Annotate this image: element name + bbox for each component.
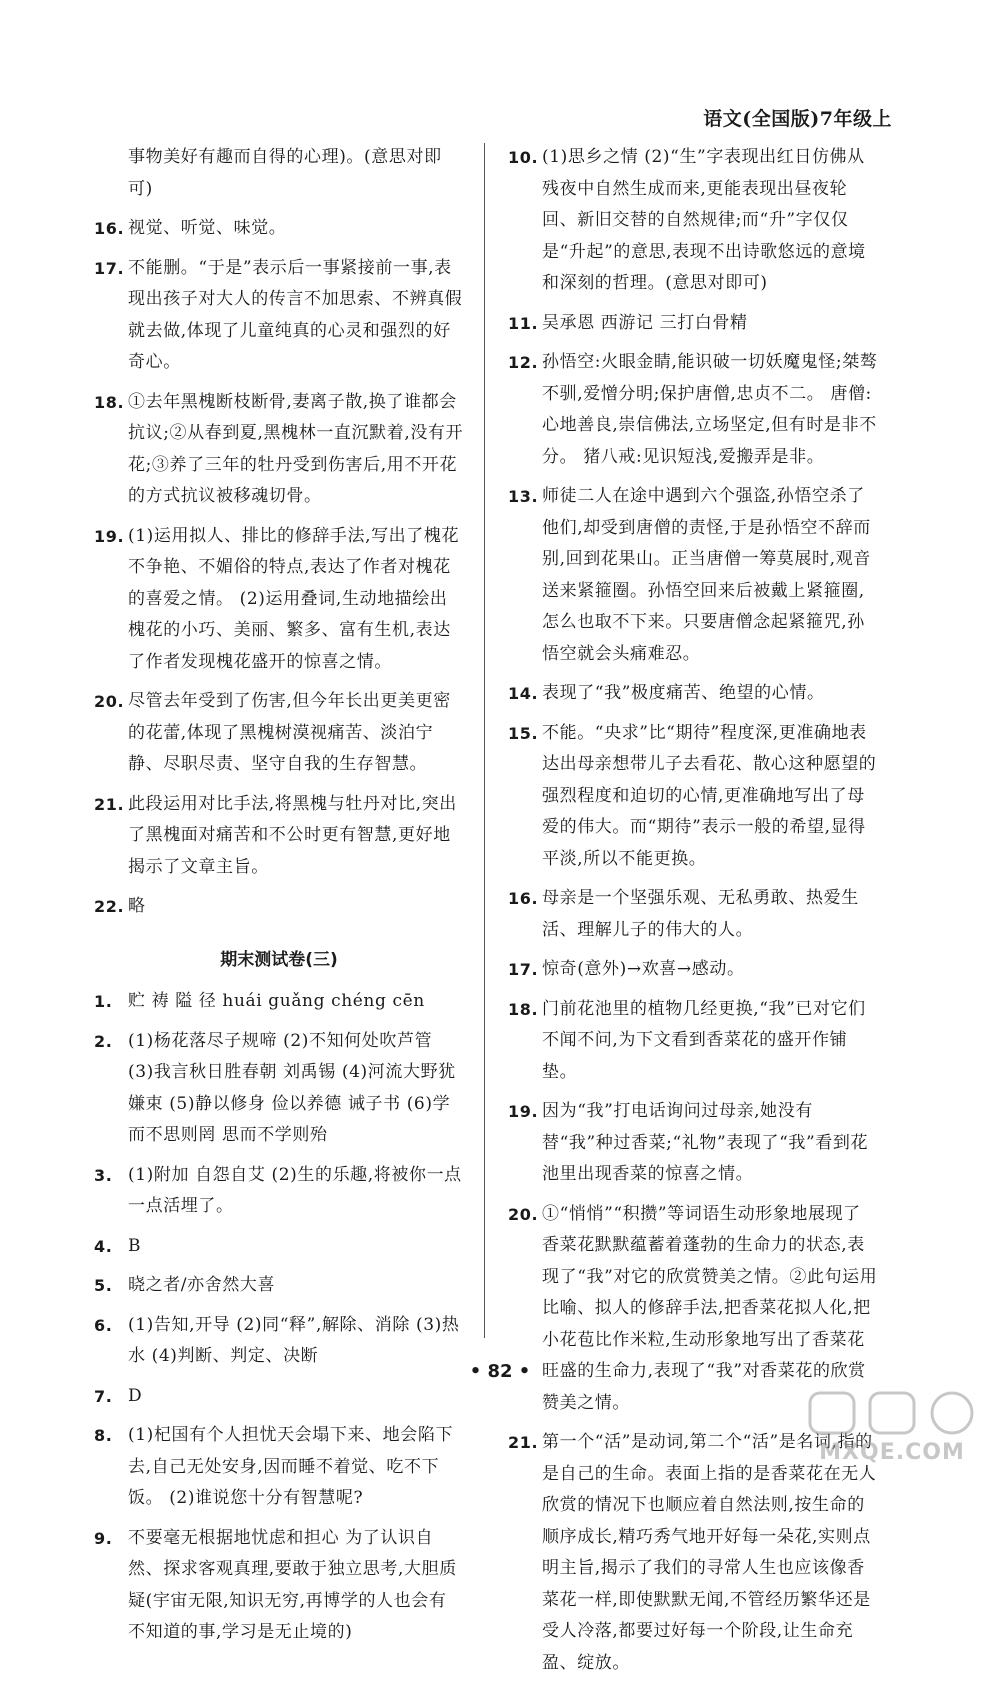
watermark-text: MXQE.COM — [819, 1440, 965, 1465]
answer-number: 2. — [94, 1031, 113, 1051]
answer-text: 因为“我”打电话询问过母亲,她没有替“我”种过香菜;“礼物”表现了“我”看到花池里出现香菜的惊喜之情。 — [542, 1101, 869, 1184]
answer-item — [94, 986, 464, 1018]
answer-number: 21. — [508, 1433, 539, 1452]
answer-number: 15. — [508, 723, 539, 743]
answer-number: 12. — [508, 353, 539, 372]
answer-item — [94, 1270, 464, 1302]
answer-text: 惊奇(意外)→欢喜→感动。 — [542, 959, 745, 979]
answer-continuation: 事物美好有趣而自得的心理)。(意思对即可) — [128, 147, 442, 199]
answer-item — [508, 954, 878, 986]
answer-item — [508, 1096, 878, 1191]
answer-text: (1)运用拟人、排比的修辞手法,写出了槐花不争艳、不媚俗的特点,表达了作者对槐花的喜爱之情。 (2)运用叠词,生动地描绘出槐花的小巧、美丽、繁多、富有生机,表达了作者发现槐花盛开的惊喜之情。 — [128, 525, 460, 672]
answer-text: 贮 祷 隘 径 huái guǎng chéng cēn — [128, 991, 425, 1011]
answer-number: 18. — [94, 392, 125, 412]
answer-number: 6. — [94, 1315, 113, 1335]
page-number: • 82 • — [469, 1361, 531, 1382]
answer-item — [94, 1026, 464, 1152]
answer-text: 不要毫无根据地忧虑和担心 为了认识自然、探求客观真理,要敢于独立思考,大胆质疑(宇宙无限,知识无穷,再博学的人也会有不知道的事,学习是无止境的) — [128, 1527, 457, 1642]
answer-number: 1. — [94, 992, 113, 1011]
answer-text: (1)附加 自怨自艾 (2)生的乐趣,将被你一点一点活埋了。 — [128, 1164, 462, 1216]
answer-text: D — [128, 1385, 143, 1406]
answer-item — [94, 521, 464, 679]
answer-text: B — [128, 1235, 142, 1256]
answer-number: 9. — [94, 1528, 113, 1548]
answer-text: 孙悟空:火眼金睛,能识破一切妖魔鬼怪;桀骜不驯,爱憎分明;保护唐僧,忠贞不二。 唐僧:心地善良,崇信佛法,立场坚定,但有时是非不分。 猪八戒:见识短浅,爱搬弄是非。 — [542, 352, 878, 467]
answer-number: 22. — [94, 897, 125, 916]
answer-number: 17. — [94, 258, 125, 278]
answer-item — [508, 718, 878, 876]
answer-item — [94, 891, 464, 923]
answer-number: 11. — [508, 313, 539, 333]
answer-number: 5. — [94, 1276, 113, 1295]
answer-text: 晓之者/亦舍然大喜 — [128, 1275, 276, 1295]
answer-text: ①去年黑槐断枝断骨,妻离子散,换了谁都会抗议;②从春到夏,黑槐林一直沉默着,没有开花;③养了三年的牡丹受到伤害后,用不开花的方式抗议被移魂切骨。 — [128, 391, 464, 506]
answer-number: 19. — [508, 1102, 539, 1121]
answer-number: 3. — [94, 1165, 113, 1185]
answer-text: 表现了“我”极度痛苦、绝望的心情。 — [542, 683, 825, 703]
watermark-logo — [792, 1385, 992, 1465]
answer-text: 不能。“央求”比“期待”程度深,更准确地表达出母亲想带儿子去看花、散心这种愿望的强烈程度和迫切的心情,更准确地写出了母爱的伟大。而“期待”表示一般的希望,显得平淡,所以不能更换。 — [542, 722, 877, 869]
answer-text: 第一个“活”是动词,第二个“活”是名词,指的是自己的生命。表面上指的是香菜花在无人欣赏的情况下也顺应着自然法则,按生命的顺序成长,精巧秀气地开好每一朵花,实则点明主旨,揭示了我们的寻常人生也应该像香菜花一样,即使默默无闻,不管经历繁华还是受人冷落,都要过好每一个阶段,让生命充盈、绽放。 — [542, 1432, 877, 1673]
answer-item — [508, 347, 878, 473]
answer-text: (1)思乡之情 (2)“生”字表现出红日仿佛从残夜中自然生成而来,更能表现出昼夜轮回、新旧交替的自然规律;而“升”字仅仅是“升起”的意思,表现不出诗歌悠远的意境和深刻的哲理。(意思对即可) — [542, 147, 866, 293]
answer-number: 17. — [508, 960, 539, 979]
answer-number: 19. — [94, 526, 125, 546]
answer-number: 20. — [94, 692, 125, 711]
section-title: 期末测试卷(三) — [220, 949, 338, 970]
answer-text: (1)告知,开导 (2)同“释”,解除、消除 (3)热水 (4)判断、判定、决断 — [128, 1314, 460, 1366]
answer-item — [508, 678, 878, 710]
answer-text: 吴承恩 西游记 三打白骨精 — [542, 312, 748, 333]
answer-text: ①“悄悄”“积攒”等词语生动形象地展现了香菜花默默蕴蓄着蓬勃的生命力的状态,表现了“我”对它的欣赏赞美之情。②此句运用比喻、拟人的修辞手法,把香菜花拟人化,把小花苞比作米粒,生动形象地写出了香菜花旺盛的生命力,表现了“我”对香菜花的欣赏赞美之情。 — [542, 1203, 878, 1413]
column-divider — [484, 143, 485, 1338]
answer-item — [94, 1523, 464, 1649]
answer-text: 尽管去年受到了伤害,但今年长出更美更密的花蕾,体现了黑槐树漠视痛苦、淡泊宁静、尽职尽责、坚守自我的生存智慧。 — [128, 691, 451, 774]
answer-item — [94, 213, 464, 245]
answer-number: 10. — [508, 148, 539, 167]
answer-text: (1)杨花落尽子规啼 (2)不知何处吹芦管 (3)我言秋日胜春朝 刘禹锡 (4)河流大野犹嫌束 (5)静以修身 俭以养德 诫子书 (6)学而不思则罔 思而不学则殆 — [128, 1030, 456, 1145]
answer-number: 20. — [508, 1204, 539, 1224]
watermark-icon — [792, 1385, 992, 1445]
answer-number: 21. — [94, 794, 125, 814]
answer-number: 13. — [508, 487, 539, 506]
answer-text: 门前花池里的植物几经更换,“我”已对它们不闻不问,为下文看到香菜花的盛开作铺垫。 — [542, 998, 866, 1082]
answer-number: 18. — [508, 999, 539, 1019]
answer-item — [508, 883, 878, 946]
answer-item — [508, 308, 878, 340]
answer-text: (1)杞国有个人担忧天会塌下来、地会陷下去,自己无处安身,因而睡不着觉、吃不下饭。 (2)谁说您十分有智慧呢? — [128, 1425, 454, 1508]
answer-number: 7. — [94, 1386, 113, 1406]
answer-text: 此段运用对比手法,将黑槐与牡丹对比,突出了黑槐面对痛苦和不公时更有智慧,更好地揭示了文章主旨。 — [128, 793, 457, 877]
answer-number: 16. — [508, 889, 539, 908]
answer-item — [508, 481, 878, 670]
answer-text: 母亲是一个坚强乐观、无私勇敢、热爱生活、理解儿子的伟大的人。 — [542, 888, 859, 940]
answer-number: 16. — [94, 219, 125, 238]
answer-item — [508, 994, 878, 1089]
answer-text: 不能删。“于是”表示后一事紧接前一事,表现出孩子对大人的传言不加思索、不辨真假就去做,体现了儿童纯真的心灵和强烈的好奇心。 — [128, 257, 463, 372]
page-header-title: 语文(全国版)7年级上 — [703, 108, 892, 130]
answer-text: 略 — [128, 896, 146, 916]
answer-number: 4. — [94, 1236, 113, 1256]
answer-number: 8. — [94, 1426, 113, 1445]
answer-item — [94, 1381, 464, 1413]
answer-item — [94, 253, 464, 379]
left-answer-column — [94, 142, 464, 1657]
answer-item — [94, 1231, 464, 1263]
answer-item — [94, 1420, 464, 1515]
answer-item — [94, 387, 464, 513]
answer-item — [94, 789, 464, 884]
answer-item — [94, 1160, 464, 1223]
answer-text: 视觉、听觉、味觉。 — [128, 218, 287, 238]
answer-item — [508, 142, 878, 300]
answer-item — [94, 686, 464, 781]
answer-number: 14. — [508, 684, 539, 703]
answer-text: 师徒二人在途中遇到六个强盗,孙悟空杀了他们,却受到唐僧的责怪,于是孙悟空不辞而别,回到花果山。正当唐僧一筹莫展时,观音送来紧箍圈。孙悟空回来后被戴上紧箍圈,怎么也取不下来。只要唐僧念起紧箍咒,孙悟空就会头痛难忍。 — [542, 486, 871, 664]
